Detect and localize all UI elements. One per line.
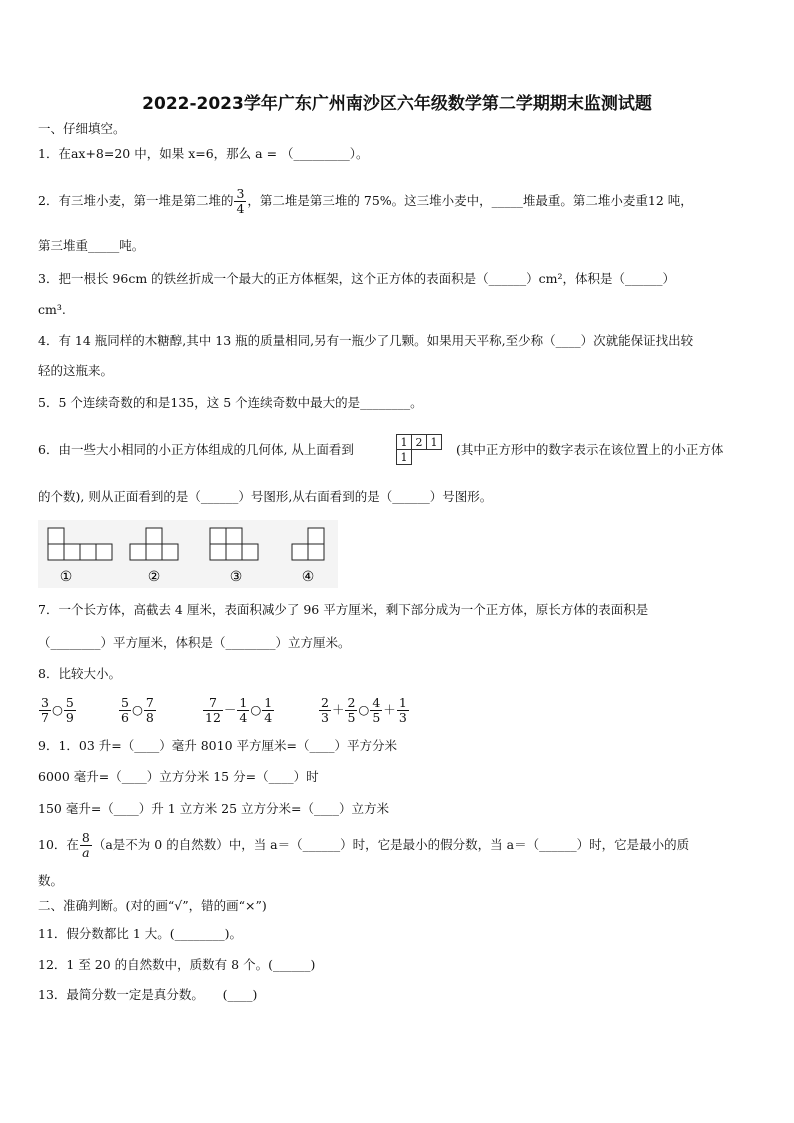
- question-4-cont: 轻的这瓶来。: [38, 363, 114, 378]
- q2-text-b: ，第二堆是第三堆的 75%。这三堆小麦中，_____堆最重。第二堆小麦重12 吨，: [247, 193, 693, 208]
- q2-fraction: $\frac{3}{4}$: [236, 186, 245, 216]
- question-6: 6．由一些大小相同的小正方体组成的几何体, 从上面看到: [38, 442, 354, 457]
- question-10: 10．在 $\frac{8}{a}$ （a是不为 0 的自然数）中，当 a＝（______）时，它是最小的假分数，当 a＝（______）时，它是最小的质: [38, 830, 690, 860]
- question-4: 4．有 14 瓶同样的木糖醇,其中 13 瓶的质量相同,另有一瓶少了几颗。如果用天平称,至少称（____）次就能保证找出较: [38, 333, 694, 348]
- question-6-cont: 的个数), 则从正面看到的是（______）号图形,从右面看到的是（______）号图形。: [38, 489, 493, 504]
- grid-cell: 1: [397, 435, 412, 450]
- question-5: 5．5 个连续奇数的和是135，这 5 个连续奇数中最大的是________。: [38, 395, 423, 410]
- question-13: 13．最简分数一定是真分数。 (____): [38, 987, 258, 1002]
- q6-top-view-grid: [396, 434, 442, 465]
- grid-cell: 1: [427, 435, 442, 450]
- question-2-cont: 第三堆重_____吨。: [38, 238, 145, 253]
- grid-cell: 1: [397, 450, 412, 465]
- question-9: 9．1．03 升=（____）毫升 8010 平方厘米=（____）平方分米: [38, 738, 397, 753]
- question-2: [38, 182, 693, 220]
- q6-figures: [38, 520, 338, 588]
- figure-label: ④: [301, 569, 315, 585]
- figure-label: ③: [229, 569, 243, 585]
- question-11: 11．假分数都比 1 大。(________)。: [38, 926, 243, 941]
- question-3: 3．把一根长 96cm 的铁丝折成一个最大的正方体框架，这个正方体的表面积是（______）cm²，体积是（______）: [38, 271, 676, 286]
- question-10-cont: 数。: [38, 873, 64, 888]
- question-8: 8．比较大小。: [38, 666, 121, 681]
- question-3-cont: cm³.: [38, 302, 66, 317]
- q10-fraction: $\frac{8}{a}$: [81, 830, 90, 860]
- figure-label: ②: [147, 569, 161, 585]
- grid-cell: 2: [412, 435, 427, 450]
- q8-compare-2: $\frac{5}{6}$ ○ $\frac{7}{8}$: [121, 695, 154, 725]
- question-1: 1．在ax+8=20 中，如果 x=6，那么 a = （_________）。: [38, 146, 369, 161]
- question-7-cont: （________）平方厘米，体积是（________）立方厘米。: [38, 635, 351, 650]
- question-9-line3: 150 毫升=（____）升 1 立方米 25 立方分米=（____）立方米: [38, 801, 390, 816]
- q8-compare-1: $\frac{3}{7}$ ○ $\frac{5}{9}$: [41, 695, 74, 725]
- figure-label: ①: [59, 569, 73, 585]
- section-2-heading: 二、准确判断。(对的画“√”，错的画“×”): [38, 898, 267, 913]
- section-1-heading: 一、仔细填空。: [38, 121, 126, 136]
- page-title: 2022-2023学年广东广州南沙区六年级数学第二学期期末监测试题: [142, 94, 652, 114]
- question-7: 7．一个长方体，高截去 4 厘米，表面积减少了 96 平方厘米，剩下部分成为一个正方体，原长方体的表面积是: [38, 602, 649, 617]
- q2-text-a: 2．有三堆小麦，第一堆是第二堆的: [38, 193, 234, 208]
- question-6-b: (其中正方形中的数字表示在该位置上的小正方体: [456, 442, 724, 457]
- q8-compare-4: $\frac{2}{3}$ ＋ $\frac{2}{5}$ ○ $\frac{4}{5}$ ＋ $\frac{1}{3}$: [321, 695, 407, 725]
- q8-compare-3: $\frac{7}{12}$ － $\frac{1}{4}$ ○ $\frac{1}{4}$: [205, 695, 273, 725]
- question-12: 12．1 至 20 的自然数中，质数有 8 个。(______): [38, 957, 316, 972]
- question-9-line2: 6000 毫升=（____）立方分米 15 分=（____）时: [38, 769, 319, 784]
